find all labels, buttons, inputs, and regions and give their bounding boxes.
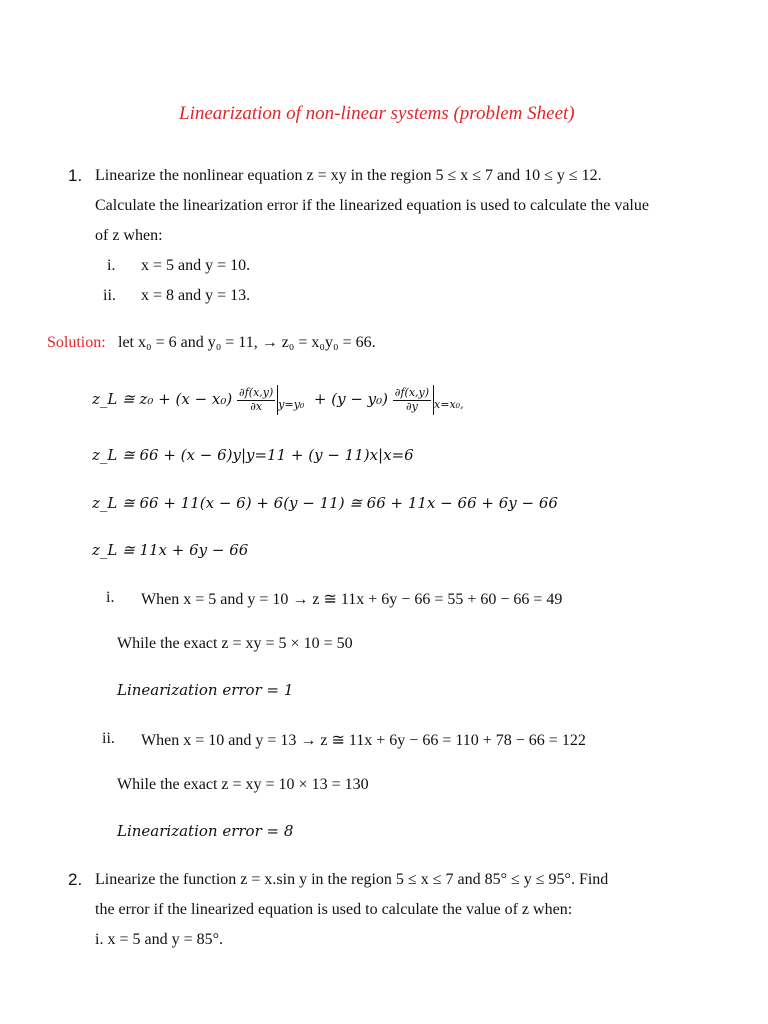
solution-case-ii-when: When x = 10 and y = 13 → z ≅ 11x + 6y − 66 = 110 + 78 − 66 = 122 [141, 732, 586, 749]
solution-case-ii-label: ii. [102, 730, 115, 747]
solution-case-ii-exact: While the exact z = xy = 10 × 13 = 130 [117, 776, 369, 793]
page-title: Linearization of non-linear systems (problem Sheet) [179, 103, 575, 124]
problem-2-case-i: i. x = 5 and y = 85°. [95, 931, 223, 948]
problem-1-case-i: x = 5 and y = 10. [141, 257, 251, 274]
problem-1-line-2: Calculate the linearization error if the linearized equation is used to calculate the value [95, 197, 649, 214]
problem-1-case-ii: x = 8 and y = 13. [141, 287, 251, 304]
problem-1-case-i-label: i. [107, 257, 116, 274]
problem-2-line-1: Linearize the function z = x.sin y in the region 5 ≤ x ≤ 7 and 85° ≤ y ≤ 95°. Find [95, 871, 609, 888]
equation-3: z_L ≅ 66 + 11(x − 6) + 6(y − 11) ≅ 66 + 11x − 66 + 6y − 66 [92, 494, 558, 512]
partial-derivative-x [237, 387, 275, 412]
solution-case-ii-error: Linearization error = 8 [117, 822, 294, 840]
solution-intro: let x₀ = 6 and y₀ = 11, → z₀ = x₀y₀ = 66. [118, 334, 376, 351]
equation-2: z_L ≅ 66 + (x − 6)y|y=11 + (y − 11)x|x=6 [92, 446, 414, 464]
eval-2: x=x₀, [434, 398, 464, 411]
solution-case-i-label: i. [106, 589, 115, 606]
problem-1-number: 1. [68, 166, 83, 185]
problem-1-line-1: Linearize the nonlinear equation z = xy in the region 5 ≤ x ≤ 7 and 10 ≤ y ≤ 12. [95, 167, 602, 184]
frac2-den: ∂y [405, 399, 418, 413]
partial-derivative-y [393, 387, 431, 412]
equation-4: z_L ≅ 11x + 6y − 66 [92, 541, 249, 559]
eq1-mid: + (y − y₀) [313, 390, 388, 408]
problem-2-number: 2. [68, 870, 83, 889]
solution-case-i-exact: While the exact z = xy = 5 × 10 = 50 [117, 635, 353, 652]
eq1-lhs: z_L ≅ z₀ + (x − x₀) [92, 390, 233, 408]
problem-1-case-ii-label: ii. [103, 287, 116, 304]
solution-case-i-when: When x = 5 and y = 10 → z ≅ 11x + 6y − 66 = 55 + 60 − 66 = 49 [141, 591, 563, 608]
frac2-num: ∂f(x,y) [394, 386, 430, 400]
solution-label: Solution: [47, 334, 106, 351]
frac1-den: ∂x [250, 399, 263, 413]
problem-2-line-2: the error if the linearized equation is used to calculate the value of z when: [95, 901, 573, 918]
problem-1-line-3: of z when: [95, 227, 163, 244]
equation-linearization-general [92, 385, 464, 415]
frac1-num: ∂f(x,y) [239, 386, 274, 400]
solution-case-i-error: Linearization error = 1 [117, 681, 294, 699]
eval-1: y=y₀ [278, 398, 305, 411]
